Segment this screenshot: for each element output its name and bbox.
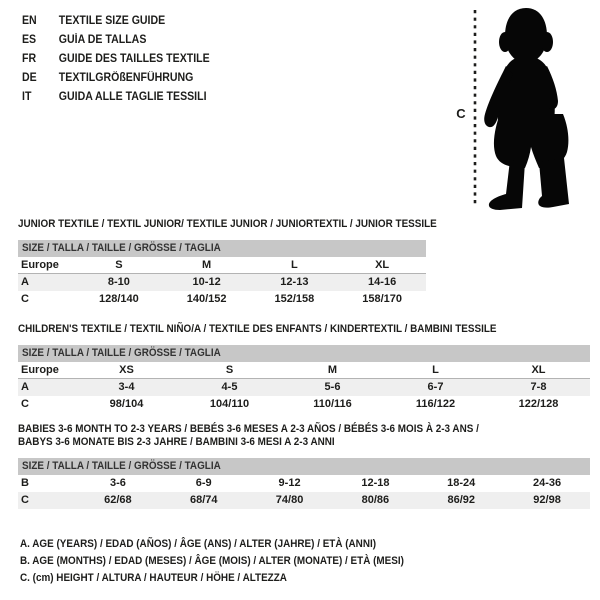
table-title-line bbox=[18, 423, 590, 436]
size-header-text: SIZE / TALLA / TAILLE / GRÖSSE / TAGLIA bbox=[22, 460, 221, 472]
value-cell: 80/86 bbox=[361, 494, 390, 506]
size-cell: M bbox=[202, 259, 212, 271]
children-table bbox=[18, 323, 590, 413]
footnote-line bbox=[20, 570, 447, 587]
language-row bbox=[22, 50, 210, 69]
table-header-row bbox=[18, 257, 426, 274]
value-cell: 110/116 bbox=[313, 398, 352, 410]
row-label: B bbox=[21, 477, 29, 489]
value-cell: 122/128 bbox=[518, 398, 559, 410]
language-row bbox=[22, 31, 210, 50]
row-label: Europe bbox=[21, 364, 59, 376]
value-cell: 86/92 bbox=[447, 494, 475, 506]
table-row bbox=[18, 396, 590, 413]
value-cell: 12-18 bbox=[361, 477, 390, 489]
row-label: C bbox=[21, 398, 29, 410]
value-cell: 158/170 bbox=[362, 293, 402, 305]
size-cell: S bbox=[115, 259, 123, 271]
language-row bbox=[22, 69, 210, 88]
value-cell: 6-7 bbox=[427, 381, 444, 393]
size-header-text: SIZE / TALLA / TAILLE / GRÖSSE / TAGLIA bbox=[22, 347, 221, 359]
language-label: TEXTILE SIZE GUIDE bbox=[58, 15, 166, 27]
language-code: IT bbox=[22, 91, 32, 103]
row-label: A bbox=[21, 381, 29, 393]
footnote-text: B. AGE (MONTHS) / EDAD (MESES) / ÂGE (MOIS) / ALTER (MONATE) / ETÀ (MESI) bbox=[20, 555, 404, 567]
size-cell: L bbox=[432, 364, 439, 376]
value-cell: 24-36 bbox=[532, 477, 562, 489]
table-title-line bbox=[18, 323, 590, 336]
table-title bbox=[18, 218, 437, 231]
language-row bbox=[22, 12, 210, 31]
table-title-text: JUNIOR TEXTILE / TEXTIL JUNIOR/ TEXTILE JUNIOR / JUNIORTEXTIL / JUNIOR TESSILE bbox=[18, 218, 437, 230]
table-title-text: CHILDREN'S TEXTILE / TEXTIL NIÑO/A / TEXTILE DES ENFANTS / KINDERTEXTIL / BAMBINI TESSILE bbox=[18, 323, 497, 335]
row-label: Europe bbox=[21, 259, 59, 271]
footnote-line bbox=[20, 536, 447, 553]
language-code: DE bbox=[22, 72, 37, 84]
size-cell: XS bbox=[119, 364, 134, 376]
value-cell: 92/98 bbox=[533, 494, 561, 506]
value-cell: 18-24 bbox=[447, 477, 476, 489]
baby-silhouette bbox=[484, 8, 569, 210]
value-cell: 14-16 bbox=[368, 276, 397, 288]
table-row bbox=[18, 492, 590, 509]
value-cell: 10-12 bbox=[192, 276, 221, 288]
size-cell: XL bbox=[375, 259, 390, 271]
value-cell: 116/122 bbox=[415, 398, 456, 410]
table-row bbox=[18, 379, 590, 396]
table-title-text: BABYS 3-6 MONATE BIS 2-3 JAHRE / BAMBINI 3-6 MESI A 2-3 ANNI bbox=[18, 436, 335, 448]
value-cell: 6-9 bbox=[195, 477, 212, 489]
value-cell: 98/104 bbox=[109, 398, 144, 410]
junior-table bbox=[18, 218, 437, 308]
language-label: GUIDE DES TAILLES TEXTILE bbox=[58, 53, 210, 65]
value-cell: 74/80 bbox=[275, 494, 304, 506]
row-label: C bbox=[21, 494, 29, 506]
language-code: EN bbox=[22, 15, 37, 27]
value-cell: 3-6 bbox=[109, 477, 126, 489]
language-code: ES bbox=[22, 34, 37, 46]
language-label: GUIDA ALLE TAGLIE TESSILI bbox=[58, 91, 207, 103]
language-list bbox=[22, 12, 226, 107]
table-title-line bbox=[18, 436, 590, 449]
value-cell: 8-10 bbox=[107, 276, 130, 288]
language-row bbox=[22, 88, 210, 107]
table-header-row bbox=[18, 362, 590, 379]
size-header-text: SIZE / TALLA / TAILLE / GRÖSSE / TAGLIA bbox=[22, 242, 221, 254]
value-cell: 68/74 bbox=[189, 494, 218, 506]
value-cell: 140/152 bbox=[186, 293, 227, 305]
baby-height-figure bbox=[420, 0, 600, 215]
value-cell: 4-5 bbox=[221, 381, 238, 393]
value-cell: 9-12 bbox=[278, 477, 301, 489]
value-cell: 62/68 bbox=[104, 494, 132, 506]
table-title bbox=[18, 323, 590, 336]
size-header-bar bbox=[18, 240, 426, 257]
value-cell: 5-6 bbox=[324, 381, 341, 393]
table-title-line bbox=[18, 218, 437, 231]
value-cell: 152/158 bbox=[274, 293, 315, 305]
table-row bbox=[18, 475, 590, 492]
value-cell: 12-13 bbox=[280, 276, 309, 288]
language-code: FR bbox=[22, 53, 37, 65]
value-cell: 104/110 bbox=[209, 398, 250, 410]
table-row bbox=[18, 274, 426, 291]
value-cell: 3-4 bbox=[118, 381, 135, 393]
row-label: A bbox=[21, 276, 29, 288]
size-cell: S bbox=[225, 364, 234, 376]
row-label: C bbox=[21, 293, 29, 305]
size-cell: L bbox=[291, 259, 298, 271]
value-cell: 7-8 bbox=[530, 381, 547, 393]
footnote-text: C. (cm) HEIGHT / ALTURA / HAUTEUR / HÖHE / ALTEZZA bbox=[20, 572, 287, 584]
table-row bbox=[18, 291, 426, 308]
value-cell: 128/140 bbox=[98, 293, 139, 305]
babies-table bbox=[18, 423, 590, 509]
size-cell: XL bbox=[531, 364, 546, 376]
height-measure-label: C bbox=[456, 106, 466, 121]
table-title-text: BABIES 3-6 MONTH TO 2-3 YEARS / BEBÉS 3-6 MESES A 2-3 AÑOS / BÉBÉS 3-6 MOIS À 2-3 ANS / bbox=[18, 423, 479, 435]
footnotes bbox=[20, 536, 447, 587]
size-header-bar bbox=[18, 345, 590, 362]
footnote-line bbox=[20, 553, 447, 570]
size-cell: M bbox=[327, 364, 338, 376]
table-title bbox=[18, 423, 590, 449]
language-label: GUÍA DE TALLAS bbox=[58, 34, 147, 46]
language-label: TEXTILGRÖßENFÜHRUNG bbox=[58, 72, 194, 84]
size-header-bar bbox=[18, 458, 590, 475]
footnote-text: A. AGE (YEARS) / EDAD (AÑOS) / ÂGE (ANS) / ALTER (JAHRE) / ETÀ (ANNI) bbox=[20, 538, 377, 550]
